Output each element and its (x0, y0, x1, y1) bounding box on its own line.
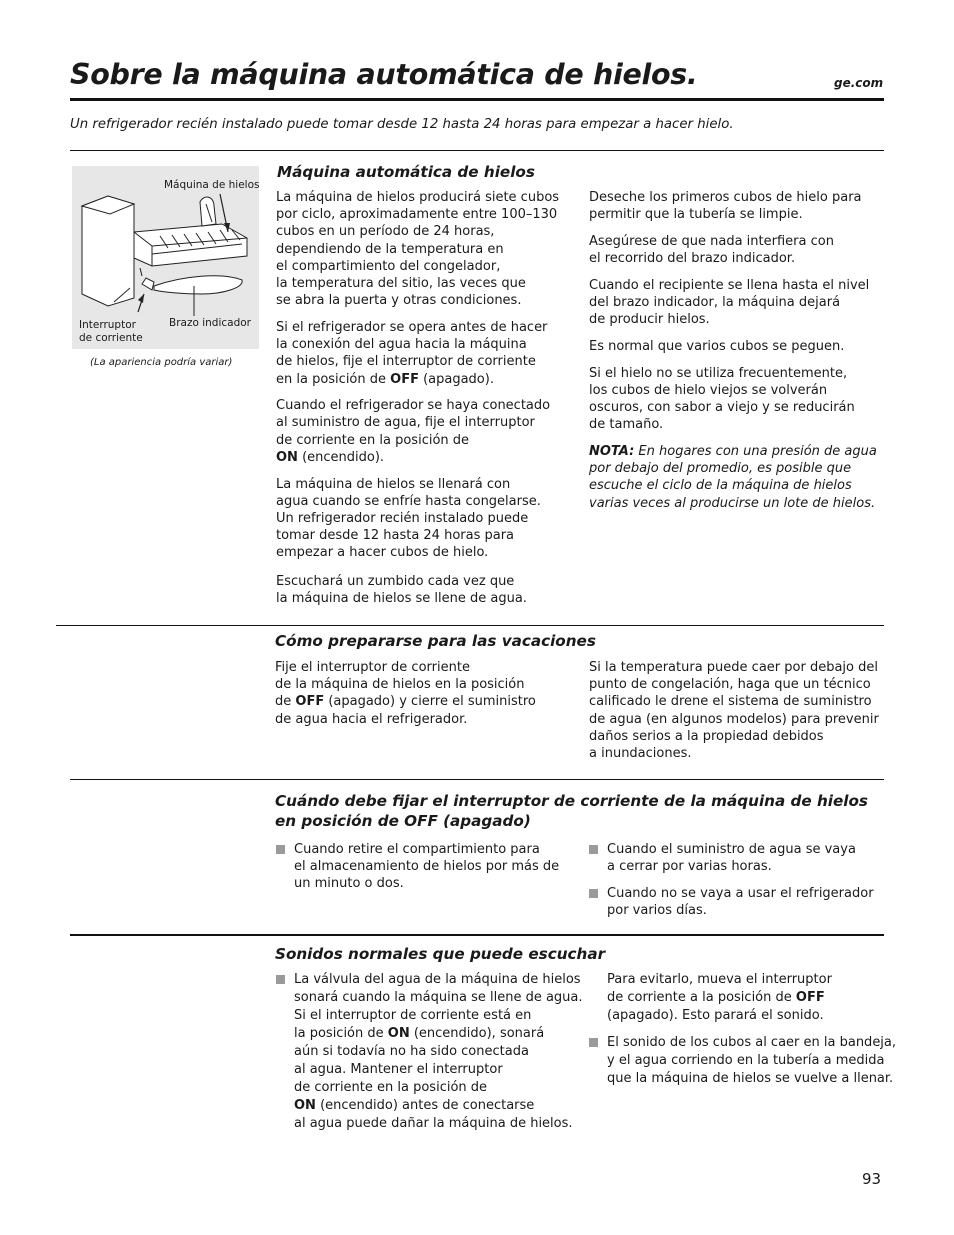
text-line: a cerrar por varias horas. (607, 859, 772, 875)
bullet-square-icon (276, 845, 285, 854)
text-line (276, 371, 576, 388)
text-line: daños serios a la propiedad debidos (589, 728, 824, 744)
text-line: Cuando el suministro de agua se vaya (607, 842, 856, 857)
s4-right-column (589, 971, 897, 1098)
s1-paragraph-4 (276, 476, 576, 562)
off-label: OFF (295, 694, 325, 710)
label-switch-1: Interruptor (79, 319, 136, 331)
text-line: calificado le drene el sistema de suministro (589, 694, 872, 710)
label-switch-2: de corriente (79, 332, 143, 344)
text-line: Si la temperatura puede caer por debajo del (589, 660, 878, 675)
text-line: Si el hielo no se utiliza frecuentemente, (589, 365, 848, 381)
s1-right-paragraph-2 (589, 233, 883, 267)
divider (56, 625, 884, 626)
text-span: En hogares con una presión de agua (634, 443, 877, 459)
text-span: de corriente a la posición de (607, 990, 796, 1005)
s2-left-column (275, 659, 575, 728)
text-line: La máquina de hielos se llenará con (276, 476, 511, 492)
bullet-square-icon (589, 889, 598, 898)
text-line: Escuchará un zumbido cada vez que (276, 573, 515, 589)
site-link[interactable]: ge.com (834, 76, 884, 90)
text-line: oscuros, con sabor a viejo y se reducirán (589, 400, 855, 416)
figure-caption: (La apariencia podría variar) (90, 357, 233, 368)
on-label: ON (276, 449, 298, 465)
text-line: Para evitarlo, mueva el interruptor (607, 972, 832, 987)
bullet-item (589, 885, 883, 919)
section-heading-when-off (275, 791, 868, 831)
s1-right-paragraph-5 (589, 365, 883, 434)
text-line: de agua (en algunos modelos) para prevenir (589, 711, 879, 727)
bullet-square-icon (589, 1038, 598, 1047)
text-line: por ciclo, aproximadamente entre 100–130 (276, 207, 558, 223)
text-line: Si el refrigerador se opera antes de hacer (276, 319, 548, 335)
text-line: de corriente en la posición de (294, 1080, 488, 1095)
page-title: Sobre la máquina automática de hielos. (70, 58, 698, 91)
on-label: ON (294, 1098, 316, 1113)
text-line: sonará cuando la máquina se llene de agua. (294, 990, 583, 1005)
bullet-square-icon (589, 845, 598, 854)
on-label: ON (387, 1026, 410, 1041)
text-line: Cuando el refrigerador se haya conectado (276, 398, 551, 414)
text-line: la máquina de hielos se llene de agua. (276, 590, 527, 606)
bullet-item (276, 841, 576, 893)
text-span: (encendido), sonará (409, 1026, 545, 1041)
bullet-item (276, 971, 586, 1133)
bullet-item (589, 1034, 897, 1088)
text-line: varias veces al producirse un lote de hielos. (589, 495, 876, 511)
text-line: (apagado). Esto parará el sonido. (607, 1008, 824, 1023)
text-line: empezar a hacer cubos de hielo. (276, 545, 489, 561)
section-heading-vacation: Cómo prepararse para las vacaciones (275, 632, 596, 650)
text-line: por debajo del promedio, es posible que (589, 461, 852, 477)
section-heading-sounds: Sonidos normales que puede escuchar (275, 945, 606, 963)
section-heading-ice-maker: Máquina automática de hielos (277, 163, 535, 181)
text-line: El sonido de los cubos al caer en la bandeja, (607, 1035, 897, 1050)
s1-note (589, 443, 883, 512)
s1-left-column (276, 189, 576, 616)
text-line: que la máquina de hielos se vuelve a llenar. (607, 1071, 894, 1086)
bullet-item (589, 841, 883, 875)
text-line: La válvula del agua de la máquina de hielos (294, 972, 581, 987)
text-line (275, 693, 575, 710)
text-line: permitir que la tubería se limpie. (589, 207, 803, 223)
text-line: se abra la puerta y otras condiciones. (276, 293, 522, 309)
text-line: escuche el ciclo de la máquina de hielos (589, 478, 852, 494)
text-line: los cubos de hielo viejos se volverán (589, 382, 828, 398)
text-line: Es normal que varios cubos se peguen. (589, 338, 845, 354)
text-line: al agua. Mantener el interruptor (294, 1062, 503, 1077)
off-label: OFF (390, 371, 419, 387)
page-number: 93 (862, 1170, 882, 1188)
ice-maker-figure (72, 166, 259, 349)
heading-line: Cuándo debe fijar el interruptor de corriente de la máquina de hielos (275, 792, 868, 810)
text-line (294, 1097, 586, 1115)
heading-line: en posición de OFF (apagado) (275, 812, 531, 830)
s1-paragraph-1 (276, 189, 576, 309)
text-line: dependiendo de la temperatura en (276, 241, 504, 257)
s1-right-column (589, 189, 883, 521)
s1-paragraph-5 (276, 573, 576, 607)
s1-paragraph-3 (276, 397, 576, 466)
s1-right-paragraph-4 (589, 338, 883, 355)
note-label: NOTA: (589, 443, 635, 459)
text-line: un minuto o dos. (294, 876, 404, 892)
text-line: Asegúrese de que nada interfiera con (589, 233, 834, 249)
text-line: al agua puede dañar la máquina de hielos. (294, 1116, 573, 1131)
text-line (607, 989, 883, 1007)
s3-right-column (589, 841, 883, 929)
text-line (589, 443, 883, 460)
text-line: Si el interruptor de corriente está en (294, 1008, 532, 1023)
text-span: (apagado) y cierre el suministro (324, 694, 536, 710)
text-line (294, 1025, 586, 1043)
text-line: de hielos, fije el interruptor de corriente (276, 354, 536, 370)
text-line: de la máquina de hielos en la posición (275, 677, 525, 693)
divider (70, 934, 884, 936)
divider (70, 150, 884, 151)
text-line: al suministro de agua, fije el interruptor (276, 415, 535, 431)
text-span: (apagado). (418, 371, 494, 387)
text-line: La máquina de hielos producirá siete cubos (276, 190, 560, 205)
text-line: Un refrigerador recién instalado puede (276, 510, 529, 526)
text-span: en la posición de (276, 371, 391, 387)
text-line (276, 449, 576, 466)
text-line: aún si todavía no ha sido conectada (294, 1044, 529, 1059)
text-line: de agua hacia el refrigerador. (275, 711, 468, 727)
title-rule (70, 98, 884, 101)
text-line: Cuando no se vaya a usar el refrigerador (607, 885, 874, 901)
text-line: punto de congelación, haga que un técnico (589, 677, 871, 693)
divider (70, 779, 884, 780)
text-span: (encendido) antes de conectarse (315, 1098, 535, 1113)
s1-right-paragraph-1 (589, 189, 883, 223)
text-span: la posición de (294, 1026, 388, 1041)
s3-left-column (276, 841, 576, 902)
text-line: tomar desde 12 hasta 24 horas para (276, 528, 515, 544)
text-span: (encendido). (297, 449, 385, 465)
s4-continuation (589, 971, 883, 1025)
bullet-square-icon (276, 975, 285, 984)
text-line: el compartimiento del congelador, (276, 258, 501, 274)
text-line: del brazo indicador, la máquina dejará (589, 295, 841, 311)
text-line: el recorrido del brazo indicador. (589, 251, 796, 267)
text-line: Deseche los primeros cubos de hielo para (589, 190, 862, 205)
text-span: de (275, 694, 296, 710)
text-line: la temperatura del sitio, las veces que (276, 276, 526, 292)
text-line: y el agua corriendo en la tubería a medida (607, 1053, 885, 1068)
text-line: Cuando el recipiente se llena hasta el nivel (589, 277, 870, 293)
label-arm: Brazo indicador (169, 317, 251, 329)
text-line: de tamaño. (589, 417, 664, 433)
label-ice-maker: Máquina de hielos (164, 179, 260, 191)
s2-right-column (589, 659, 883, 762)
text-line: Cuando retire el compartimiento para (294, 842, 540, 857)
text-line: Fije el interruptor de corriente (275, 660, 470, 675)
text-line: a inundaciones. (589, 746, 692, 762)
s1-paragraph-2 (276, 319, 576, 388)
text-line: agua cuando se enfríe hasta congelarse. (276, 493, 541, 509)
text-line: de producir hielos. (589, 312, 710, 328)
intro-text: Un refrigerador recién instalado puede tomar desde 12 hasta 24 horas para empezar a hacer hielo. (70, 117, 734, 132)
off-label: OFF (795, 990, 825, 1005)
s4-left-column (276, 971, 586, 1143)
text-line: cubos en un período de 24 horas, (276, 224, 495, 240)
s1-right-paragraph-3 (589, 277, 883, 329)
text-line: de corriente en la posición de (276, 432, 470, 448)
text-line: por varios días. (607, 903, 707, 919)
text-line: la conexión del agua hacia la máquina (276, 337, 527, 353)
text-line: el almacenamiento de hielos por más de (294, 859, 560, 875)
